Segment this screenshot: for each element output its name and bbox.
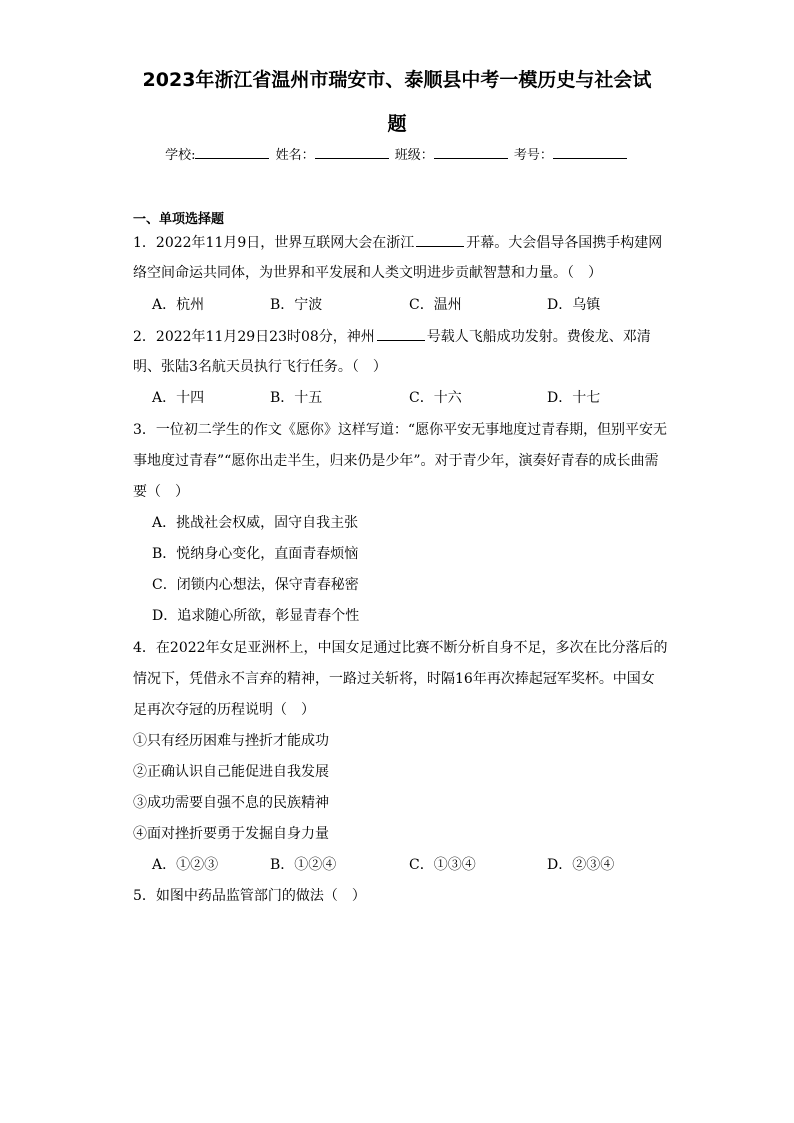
exam-title-line1: 2023年浙江省温州市瑞安市、泰顺县中考一模历史与社会试 — [142, 69, 652, 91]
question-2-option-b[interactable]: B．十五 — [270, 390, 323, 406]
question-2-text-post: 号载人飞船成功发射。费俊龙、邓清 — [426, 329, 651, 345]
question-2-line1 — [133, 326, 651, 347]
question-3-option-d[interactable]: D．追求随心所欲，彰显青春个性 — [152, 608, 360, 624]
exam-number-blank[interactable] — [553, 146, 627, 159]
question-2-blank — [377, 326, 425, 341]
class-label: 班级： — [394, 148, 434, 163]
question-1-text-post: 开幕。大会倡导各国携手构建网 — [466, 235, 663, 251]
question-2-option-a[interactable]: A．十四 — [152, 390, 205, 406]
question-3-line1: 3．一位初二学生的作文《愿你》这样写道：“愿你平安无事地度过青春期，但别平安无 — [133, 422, 668, 438]
section-heading: 一、单项选择题 — [133, 212, 225, 227]
question-4-option-c[interactable]: C．①③④ — [409, 857, 476, 873]
question-1-option-a[interactable]: A．杭州 — [152, 297, 205, 313]
question-4-option-d[interactable]: D．②③④ — [547, 857, 615, 873]
question-4-line1: 4．在2022年女足亚洲杯上，中国女足通过比赛不断分析自身不足，多次在比分落后的 — [133, 640, 668, 656]
student-info-row — [0, 146, 794, 164]
question-4-statement-2: ②正确认识自己能促进自我发展 — [133, 764, 329, 780]
question-2-line2: 明、张陆3名航天员执行飞行任务。（ ） — [133, 359, 387, 375]
question-4-option-b[interactable]: B．①②④ — [270, 857, 337, 873]
school-label: 学校: — [165, 148, 196, 163]
question-2-option-c[interactable]: C．十六 — [409, 390, 462, 406]
question-4-option-a[interactable]: A．①②③ — [152, 857, 219, 873]
question-2-option-d[interactable]: D．十七 — [547, 390, 601, 406]
question-1-text-pre: 1．2022年11月9日，世界互联网大会在浙江 — [133, 235, 415, 251]
question-2-text-pre: 2．2022年11月29日23时08分，神州 — [133, 329, 375, 345]
question-1-blank — [416, 232, 464, 247]
exam-title-line2: 题 — [387, 113, 407, 135]
question-1-option-c[interactable]: C．温州 — [409, 297, 462, 313]
question-3-option-a[interactable]: A．挑战社会权威，固守自我主张 — [152, 515, 359, 531]
question-4-line2: 情况下，凭借永不言弃的精神，一路过关斩将，时隔16年再次捧起冠军奖杯。中国女 — [133, 671, 655, 687]
exam-number-label: 考号： — [513, 148, 553, 163]
question-3-option-b[interactable]: B．悦纳身心变化，直面青春烦恼 — [152, 546, 359, 562]
question-4-line3: 足再次夺冠的历程说明（ ） — [133, 702, 315, 718]
school-blank[interactable] — [195, 146, 269, 159]
question-1-option-b[interactable]: B．宁波 — [270, 297, 323, 313]
question-1-line2: 络空间命运共同体，为世界和平发展和人类文明进步贡献智慧和力量。（ ） — [133, 265, 602, 281]
question-4-statement-4: ④面对挫折要勇于发掘自身力量 — [133, 826, 329, 842]
question-3-option-c[interactable]: C．闭锁内心想法，保守青春秘密 — [152, 577, 359, 593]
question-5-line1: 5．如图中药品监管部门的做法（ ） — [133, 888, 366, 904]
question-1-line1 — [133, 232, 662, 253]
question-1-option-d[interactable]: D．乌镇 — [547, 297, 601, 313]
name-label: 姓名： — [275, 148, 315, 163]
question-3-line2: 事地度过青春”“愿你出走半生，归来仍是少年”。对于青少年，演奏好青春的成长曲需 — [133, 453, 659, 469]
question-4-statement-3: ③成功需要自强不息的民族精神 — [133, 795, 329, 811]
class-blank[interactable] — [434, 146, 508, 159]
name-blank[interactable] — [315, 146, 389, 159]
question-3-line3: 要（ ） — [133, 484, 189, 500]
question-4-statement-1: ①只有经历困难与挫折才能成功 — [133, 733, 329, 749]
